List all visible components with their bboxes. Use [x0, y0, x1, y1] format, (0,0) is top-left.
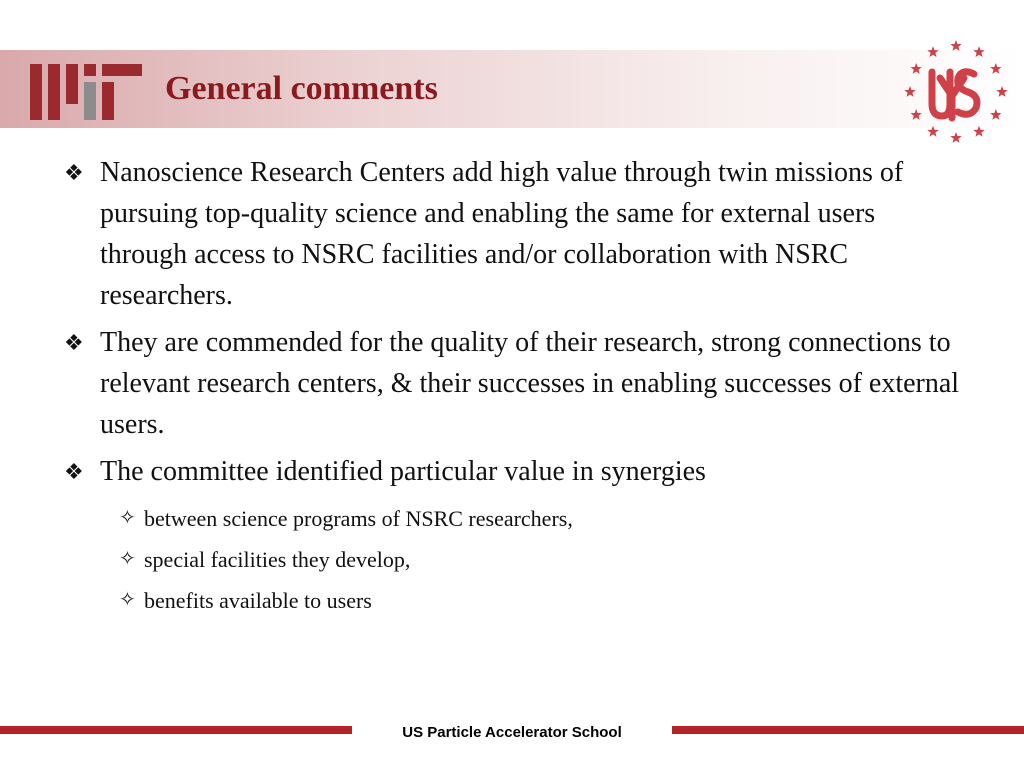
star-bullet-icon: ✧ — [119, 548, 136, 570]
bullet-text: The committee identified particular value in synergies — [100, 456, 706, 487]
seal-star-icon — [990, 63, 1001, 74]
seal-star-icon — [911, 63, 922, 74]
footer-bar-right — [672, 726, 1024, 734]
sub-bullet-text: special facilities they develop, — [144, 547, 411, 572]
bullet-text: They are commended for the quality of their research, strong connections to relevant research centers, & their successes in enabling successes of external users. — [100, 327, 960, 440]
sub-bullet-text: benefits available to users — [144, 588, 372, 613]
star-bullet-icon: ✧ — [119, 507, 136, 529]
sub-bullet-item — [64, 498, 964, 539]
diamond-bullet-icon: ❖ — [64, 160, 84, 185]
footer-text: US Particle Accelerator School — [402, 724, 622, 741]
seal-star-icon — [973, 126, 984, 137]
sub-bullet-item — [64, 539, 964, 580]
bullet-item — [64, 322, 964, 445]
bullet-item — [64, 451, 964, 492]
seal-star-icon — [911, 109, 922, 120]
star-bullet-icon: ✧ — [119, 589, 136, 611]
seal-star-icon — [950, 40, 961, 51]
bullet-item — [64, 152, 964, 316]
footer-bar-left — [0, 726, 352, 734]
seal-star-icon — [927, 126, 938, 137]
bullet-text: Nanoscience Research Centers add high value through twin missions of pursuing top-quality science and enabling the same for external users through access to NSRC facilities and/or collaboration with NSRC researchers. — [100, 157, 904, 311]
uspas-logo — [902, 38, 1010, 146]
sub-bullet-list — [64, 498, 964, 621]
slide-title: General comments — [165, 70, 438, 107]
seal-star-icon — [990, 109, 1001, 120]
diamond-bullet-icon: ❖ — [64, 459, 84, 484]
sub-bullet-text: between science programs of NSRC researchers, — [144, 506, 573, 531]
bullet-list — [64, 152, 964, 621]
seal-star-icon — [950, 132, 961, 143]
seal-star-icon — [927, 46, 938, 57]
seal-star-icon — [904, 86, 915, 97]
sub-bullet-item — [64, 580, 964, 621]
header-band — [0, 50, 1024, 128]
diamond-bullet-icon: ❖ — [64, 330, 84, 355]
seal-star-icon — [973, 46, 984, 57]
seal-star-icon — [996, 86, 1007, 97]
mit-logo — [30, 64, 142, 120]
